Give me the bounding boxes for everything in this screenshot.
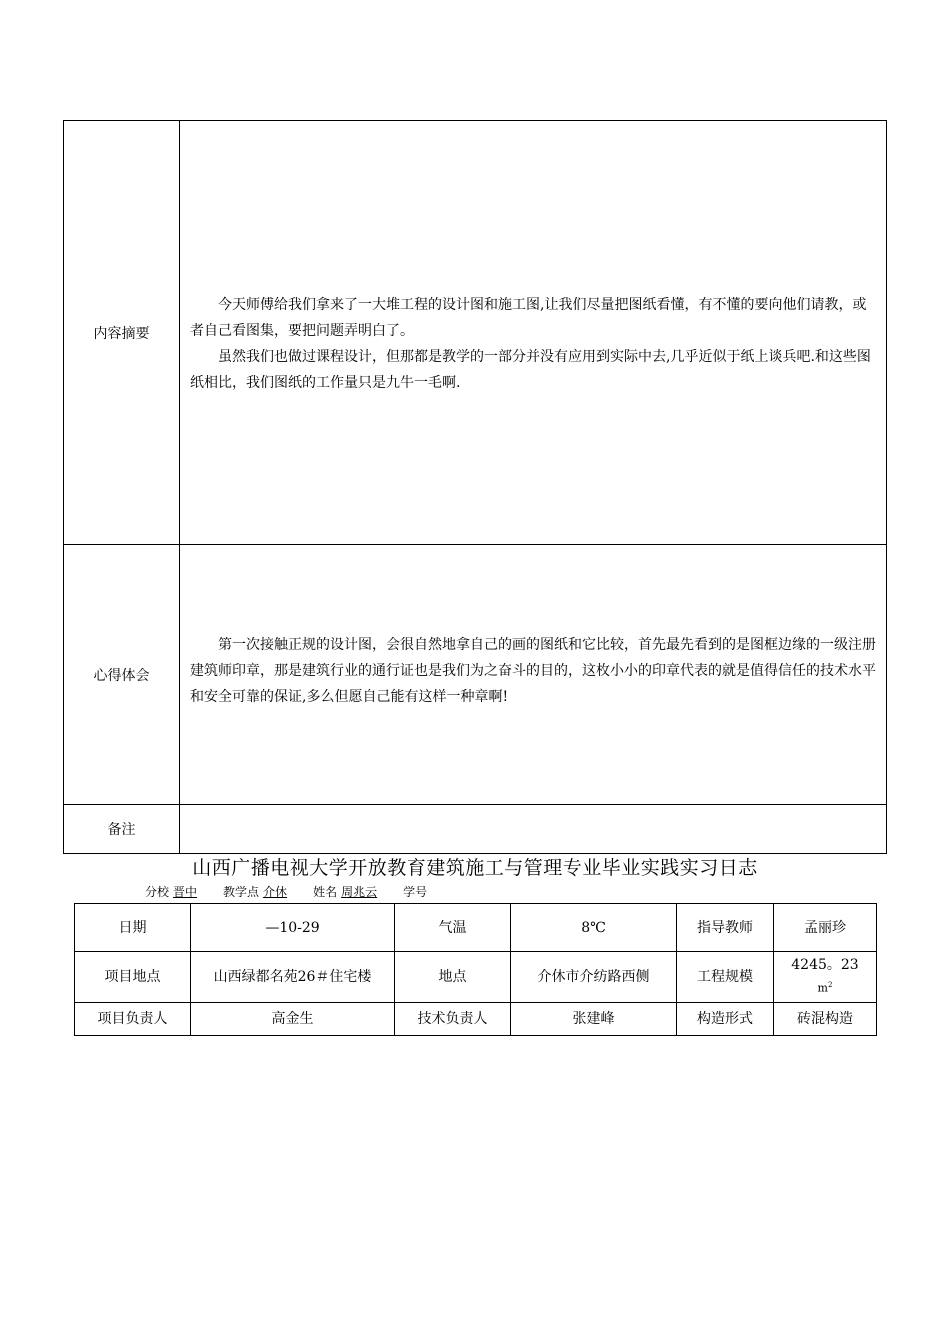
location-label: 地点 (395, 952, 511, 1003)
remarks-value (180, 805, 887, 854)
tech-lead-label: 技术负责人 (395, 1003, 511, 1036)
scale-label: 工程规模 (677, 952, 774, 1003)
structure-value: 砖混构造 (774, 1003, 877, 1036)
student-id-label: 学号 (403, 885, 428, 899)
teaching-point-label: 教学点 (223, 885, 260, 899)
teacher-label: 指导教师 (677, 904, 774, 952)
page-title: 山西广播电视大学开放教育建筑施工与管理专业毕业实践实习日志 (192, 857, 758, 879)
location-value: 介休市介纺路西侧 (511, 952, 677, 1003)
scale-unit-exponent: 2 (827, 981, 833, 990)
reflection-paragraph: 第一次接触正规的设计图，会很自然地拿自己的画的图纸和它比较，首先最先看到的是图框边缘的一级注册建筑师印章，那是建筑行业的通行证也是我们为之奋斗的目的，这枚小小的印章代表的就是值得信任的技术水平和安全可靠的保证,多么但愿自己能有这样一种章啊! (190, 636, 876, 705)
summary-cell (180, 121, 887, 545)
site-label: 项目地点 (75, 952, 191, 1003)
structure-label: 构造形式 (677, 1003, 774, 1036)
teaching-point-value: 介休 (263, 885, 288, 899)
reflection-cell (180, 545, 887, 805)
teacher-value: 孟丽珍 (774, 904, 877, 952)
temperature-value: 8℃ (511, 904, 677, 952)
manager-label: 项目负责人 (75, 1003, 191, 1036)
date-label: 日期 (75, 904, 191, 952)
date-value: —10-29 (191, 904, 395, 952)
site-value: 山西绿都名苑26＃住宅楼 (191, 952, 395, 1003)
manager-value: 高金生 (191, 1003, 395, 1036)
tech-lead-value: 张建峰 (511, 1003, 677, 1036)
scale-value: 4245。23 (791, 957, 859, 974)
scale-unit (778, 975, 872, 999)
scale-unit-base: m (817, 981, 828, 995)
name-value: 周兆云 (341, 885, 378, 899)
student-info-line (145, 883, 427, 900)
temperature-label: 气温 (395, 904, 511, 952)
name-label: 姓名 (313, 885, 338, 899)
summary-paragraph: 今天师傅给我们拿来了一大堆工程的设计图和施工图,让我们尽量把图纸看懂，有不懂的要向他们请教，或者自己看图集，要把问题弄明白了。 (190, 296, 867, 339)
branch-label: 分校 (145, 885, 170, 899)
project-info-table (74, 903, 877, 1036)
reflection-label: 心得体会 (64, 545, 180, 805)
summary-paragraph: 虽然我们也做过课程设计，但那都是教学的一部分并没有应用到实际中去,几乎近似于纸上谈兵吧.和这些图纸相比，我们图纸的工作量只是九牛一毛啊. (190, 348, 871, 391)
remarks-label: 备注 (64, 805, 180, 854)
branch-value: 晋中 (173, 885, 198, 899)
summary-label: 内容摘要 (64, 121, 180, 545)
scale-cell (774, 952, 877, 1003)
log-table (63, 120, 887, 854)
